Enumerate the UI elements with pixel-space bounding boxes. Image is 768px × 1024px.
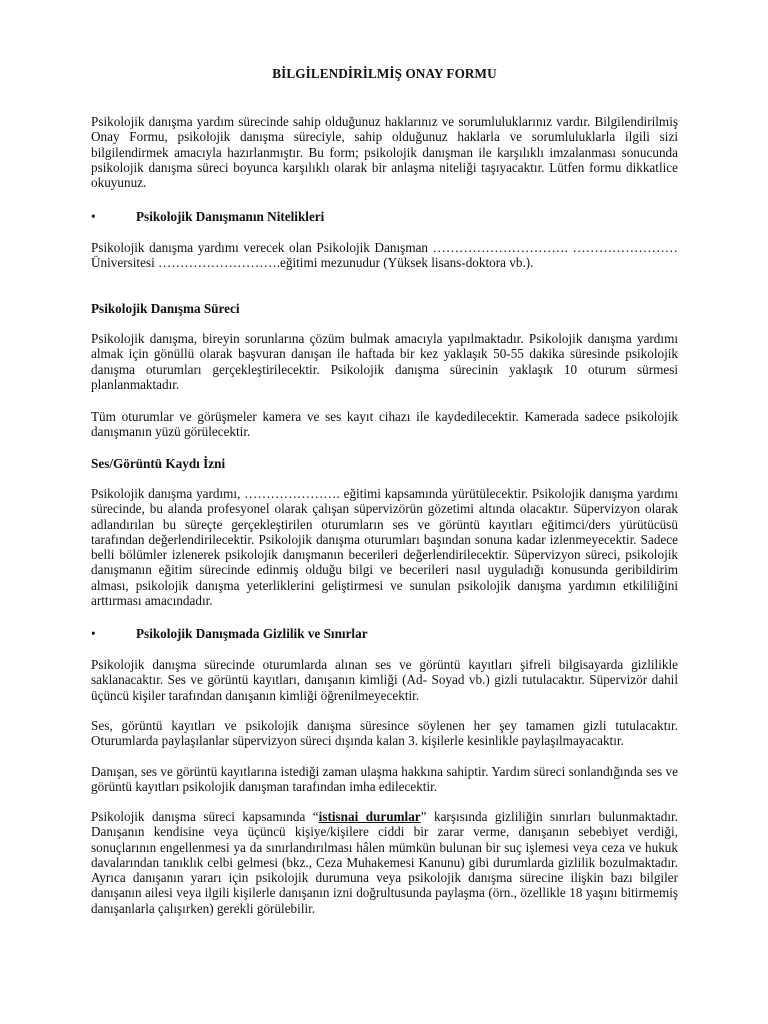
confidentiality-paragraph-2: Ses, görüntü kayıtları ve psikolojik danışma süresince söylenen her şey tamamen gizli tutulacaktır. Oturumlarda paylaşılanlar süpervizyon süreci dışında kalan 3. kişilerle kesinlikle paylaşılmayacaktır.: [91, 718, 678, 749]
confidentiality-paragraph-3: Danışan, ses ve görüntü kayıtlarına istediği zaman ulaşma hakkına sahiptir. Yardım süreci sonlandığında ses ve görüntü kayıtları psikolojik danışman tarafından imha edilecektir.: [91, 764, 678, 795]
recording-paragraph: Psikolojik danışma yardımı, …………………. eğitimi kapsamında yürütülecektir. Psikolojik danışma yardımı sürecinde, bu alanda profesyonel olarak çalışan süpervizörün gözetimi altında olacaktır. Süpervizyon olarak adlandırılan bu süreçte gerçekleştirilen oturumların ses ve görüntü kayıtları eğitimci/ders yürütücüsü tarafından değerlendirilecektir. Psikolojik danışma oturumları başından sonuna kadar izlenmeyecektir. Sadece belli bölümler izlenerek psikolojik danışmanın becerileri değerlendirilecektir. Süpervizyon süreci, psikolojik danışmanın eğitim sürecinde edinmiş olduğu bilgi ve becerileri nasıl uyguladığı konusunda geribildirim alması, psikolojik danışma yeterliklerini geliştirmesi ve sunulan psikolojik danışma yardımın etkililiğini arttırması amacındadır.: [91, 486, 678, 609]
document-title: BİLGİLENDİRİLMİŞ ONAY FORMU: [272, 66, 497, 81]
process-paragraph-2: Tüm oturumlar ve görüşmeler kamera ve ses kayıt cihazı ile kaydedilecektir. Kamerada sadece psikolojik danışmanın yüzü görülecektir.: [91, 409, 678, 440]
qualifications-paragraph: Psikolojik danışma yardımı verecek olan Psikolojik Danışman …………………………. ……………………Üniversitesi ……………………….eğitimi mezunudur (Yüksek lisans-doktora vb.).: [91, 240, 678, 271]
section-heading-text: Psikolojik Danışmada Gizlilik ve Sınırlar: [136, 626, 368, 641]
bullet-icon: •: [91, 209, 96, 224]
confidentiality-paragraph-1: Psikolojik danışma sürecinde oturumlarda alınan ses ve görüntü kayıtları şifreli bilgisayarda gizlilikle saklanacaktır. Ses ve görüntü kayıtları, danışanın kimliği (Ad- Soyad vb.) gizli tutulacaktır. Süpervizör dahil üçüncü kişiler tarafından danışanın kimliği öğrenilmeyecektir.: [91, 657, 678, 703]
section-heading-text: Psikolojik Danışmanın Nitelikleri: [136, 209, 325, 224]
section-heading-recording: Ses/Görüntü Kaydı İzni: [91, 456, 226, 471]
exceptions-intro-text: Psikolojik danışma süreci kapsamında “: [91, 809, 319, 824]
confidentiality-paragraph-4: [91, 809, 678, 916]
exceptions-body-text: ” karşısında gizliliğin sınırları bulunmaktadır. Danışanın kendisine veya üçüncü kişiye/kişilere ciddi bir zarar verme, danışanın sebebiyet verdiği, sonuçlarının engellenmesi ya da sınırlandırılması hâlen mümkün bulunan bir suç işlemesi veya ceza ve hukuk davalarından tanıklık celbi gelmesi (bkz., Ceza Muhakemesi Kanunu) gibi durumlarda gizlilik bozulmaktadır. Ayrıca danışanın yararı için psikolojik durumuna veya psikolojik danışma sürecine ilişkin bazı bilgiler danışanın ailesi veya ilgili kişilerle danışanın izni doğrultusunda paylaşma (örn., özellikle 18 yaşını bitirmemiş danışanlarla çalışırken) gerekli görülebilir.: [91, 809, 678, 916]
bullet-icon: •: [91, 626, 96, 641]
intro-paragraph: Psikolojik danışma yardım sürecinde sahip olduğunuz haklarınız ve sorumluluklarınız vardır. Bilgilendirilmiş Onay Formu, psikolojik danışma süreciyle, sahip olduğunuz haklarla ve sorumluluklarla ilgili sizi bilgilendirmek amacıyla hazırlanmıştır. Bu form; psikolojik danışman ile karşılıklı imzalanması sonucunda psikolojik danışma süreci boyunca karşılıklı olarak bir anlaşma niteliği taşıyacaktır. Lütfen formu dikkatlice okuyunuz.: [91, 114, 678, 191]
exceptions-emphasis: istisnai durumlar: [318, 809, 421, 824]
section-heading-process: Psikolojik Danışma Süreci: [91, 301, 240, 316]
process-paragraph-1: Psikolojik danışma, bireyin sorunlarına çözüm bulmak amacıyla yapılmaktadır. Psikolojik danışma yardımı almak için gönüllü olarak başvuran danışan ile haftada bir kez yaklaşık 50-55 dakika süresinde psikolojik danışma oturumları gerçekleştirilecektir. Psikolojik danışma sürecinin yaklaşık 10 oturum sürmesi planlanmaktadır.: [91, 331, 678, 392]
